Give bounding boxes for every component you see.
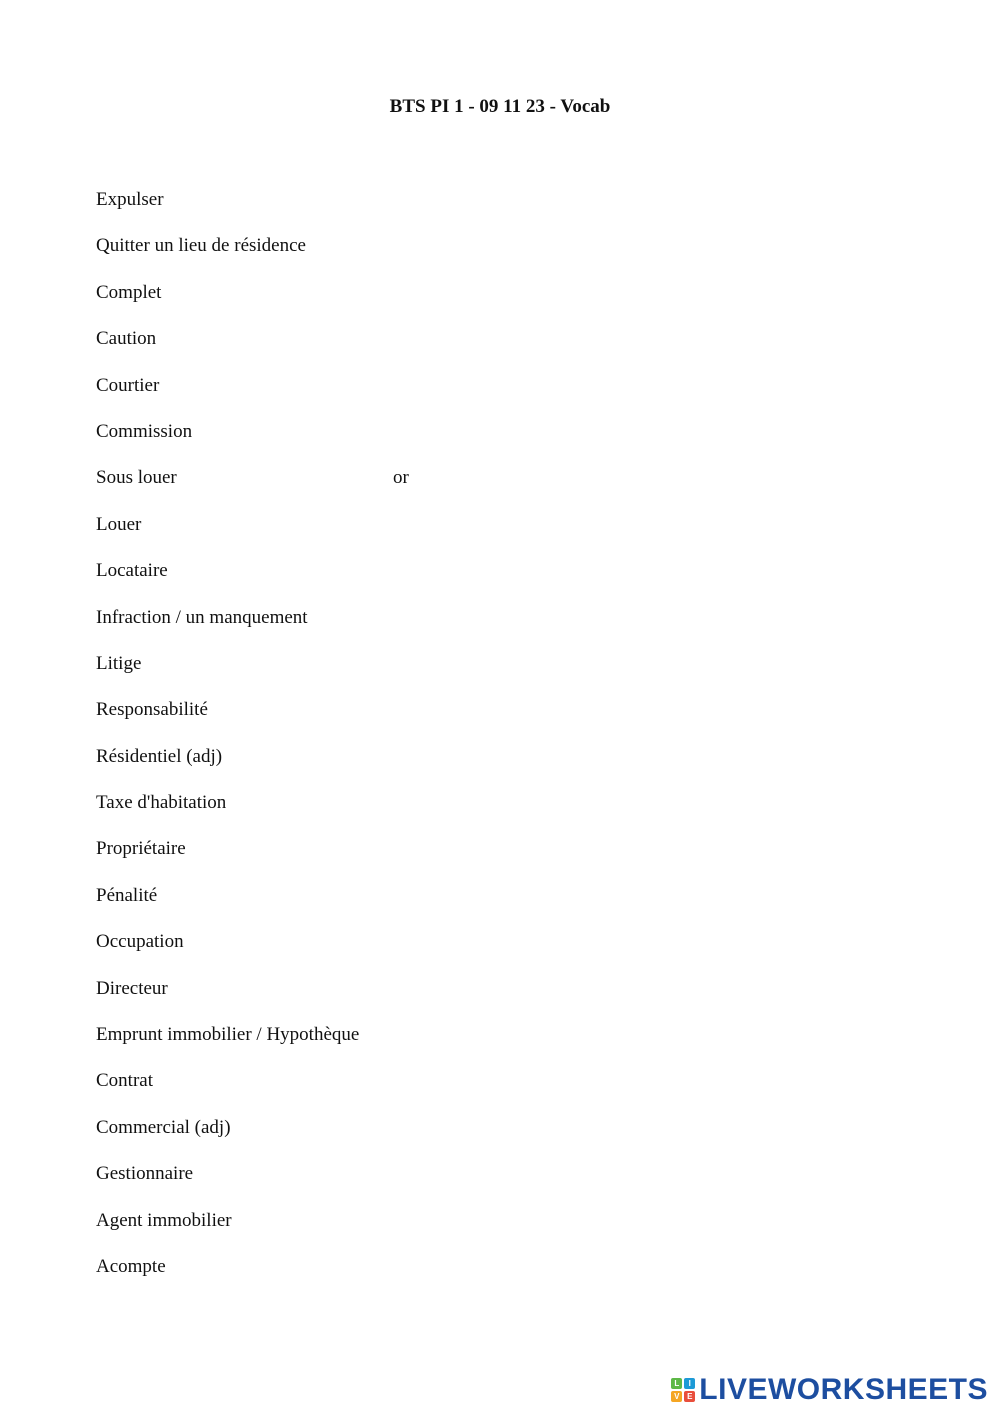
- vocab-term: Expulser: [96, 189, 164, 210]
- vocab-item: [96, 326, 359, 372]
- vocab-term: Résidentiel (adj): [96, 745, 223, 767]
- vocab-item: [96, 790, 359, 836]
- page-title: BTS PI 1 - 09 11 23 - Vocab: [389, 96, 611, 117]
- vocab-term: Emprunt immobilier / Hypothèque: [96, 1024, 360, 1046]
- vocab-term: Litige: [96, 652, 142, 674]
- vocab-item: [96, 465, 409, 511]
- vocab-item: [96, 1208, 359, 1254]
- vocab-term: Pénalité: [96, 884, 158, 906]
- vocab-item: [96, 1068, 359, 1114]
- logo-tile-i: I: [684, 1378, 695, 1389]
- vocab-term: Caution: [96, 328, 157, 350]
- vocab-item: [96, 419, 359, 465]
- vocab-item: [96, 697, 359, 743]
- vocab-term: Occupation: [96, 931, 184, 953]
- logo-tile-l: L: [671, 1378, 682, 1389]
- vocab-term: Contrat: [96, 1070, 153, 1092]
- vocab-term: Agent immobilier: [96, 1209, 232, 1231]
- vocab-item: [96, 373, 359, 419]
- vocab-term: Louer: [96, 513, 142, 535]
- vocab-term: Sous louer: [96, 467, 177, 489]
- vocab-item: [96, 976, 359, 1022]
- vocab-item: [96, 883, 359, 929]
- vocab-alternative-or: or: [393, 467, 409, 489]
- vocab-item: [96, 744, 359, 790]
- vocab-item: [96, 605, 359, 651]
- vocab-item: [96, 836, 359, 882]
- vocab-item: [96, 233, 359, 279]
- vocab-list: [96, 187, 409, 1300]
- vocab-term: Propriétaire: [96, 838, 186, 860]
- vocab-term: Quitter un lieu de résidence: [96, 235, 306, 257]
- vocab-term: Commercial (adj): [96, 1116, 231, 1138]
- vocab-item: [96, 280, 359, 326]
- vocab-term: Acompte: [96, 1255, 166, 1277]
- vocab-term: Complet: [96, 281, 162, 303]
- vocab-item: [96, 929, 359, 975]
- vocab-term: Infraction / un manquement: [96, 606, 308, 628]
- vocab-item: [96, 558, 359, 604]
- vocab-item: [96, 1115, 359, 1161]
- liveworksheets-logo: [671, 1373, 988, 1407]
- vocab-item: [96, 512, 359, 558]
- logo-tile-e: E: [684, 1391, 695, 1402]
- vocab-term: Gestionnaire: [96, 1163, 194, 1185]
- logo-tile-v: V: [671, 1391, 682, 1402]
- liveworksheets-wordmark: LIVEWORKSHEETS: [699, 1373, 988, 1406]
- liveworksheets-logo-icon: [671, 1378, 695, 1402]
- vocab-item: [96, 1161, 359, 1207]
- vocab-term: Courtier: [96, 374, 160, 396]
- vocab-term: Directeur: [96, 977, 168, 999]
- vocab-item: [96, 1254, 359, 1300]
- vocab-term: Responsabilité: [96, 699, 208, 721]
- vocab-term: Commission: [96, 420, 193, 442]
- vocab-item: [96, 187, 359, 233]
- vocab-term: Taxe d'habitation: [96, 792, 227, 814]
- vocab-item: [96, 1022, 359, 1068]
- vocab-item: [96, 651, 359, 697]
- vocab-term: Locataire: [96, 560, 168, 582]
